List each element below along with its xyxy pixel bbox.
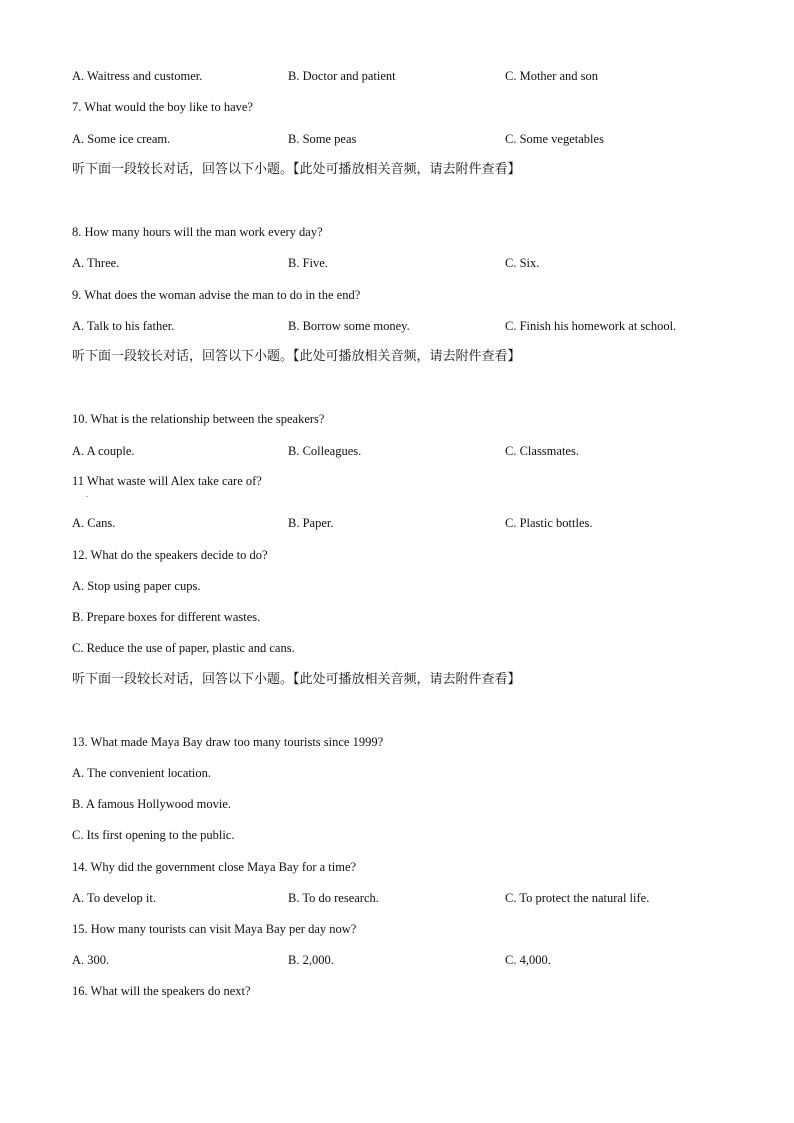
q11-option-c: C. Plastic bottles. <box>505 516 593 530</box>
q6-option-c: C. Mother and son <box>505 69 599 83</box>
q15-option-a: A. 300. <box>72 953 110 967</box>
q10-question: 10. What is the relationship between the speakers? <box>72 412 325 426</box>
q7-option-b: B. Some peas <box>288 132 357 146</box>
q14-question: 14. Why did the government close Maya Bay for a time? <box>72 860 357 874</box>
q14-option-b: B. To do research. <box>288 891 379 905</box>
instruction-3: 听下面一段较长对话，回答以下小题。【此处可播放相关音频，请去附件查看】 <box>72 672 521 687</box>
q9-option-a: A. Talk to his father. <box>72 319 175 333</box>
q14-option-c: C. To protect the natural life. <box>505 891 650 905</box>
q11-option-b: B. Paper. <box>288 516 334 530</box>
q8-option-b: B. Five. <box>288 256 328 270</box>
q14-option-a: A. To develop it. <box>72 891 156 905</box>
q15-question: 15. How many tourists can visit Maya Bay per day now? <box>72 922 357 936</box>
q13-option-b: B. A famous Hollywood movie. <box>72 797 232 811</box>
q13-option-a: A. The convenient location. <box>72 766 211 780</box>
q12-question: 12. What do the speakers decide to do? <box>72 548 268 562</box>
q12-option-a: A. Stop using paper cups. <box>72 579 201 593</box>
q8-option-c: C. Six. <box>505 256 540 270</box>
q12-option-c: C. Reduce the use of paper, plastic and cans. <box>72 641 295 655</box>
q15-option-b: B. 2,000. <box>288 953 334 967</box>
q10-option-a: A. A couple. <box>72 444 135 458</box>
q8-question: 8. How many hours will the man work every day? <box>72 225 323 239</box>
q11-question: 11 What waste will Alex take care of? <box>72 474 262 488</box>
q9-option-b: B. Borrow some money. <box>288 319 410 333</box>
q7-option-c: C. Some vegetables <box>505 132 604 146</box>
q13-option-c: C. Its first opening to the public. <box>72 828 235 842</box>
instruction-2: 听下面一段较长对话，回答以下小题。【此处可播放相关音频，请去附件查看】 <box>72 349 521 364</box>
q12-option-b: B. Prepare boxes for different wastes. <box>72 610 261 624</box>
q10-option-b: B. Colleagues. <box>288 444 362 458</box>
q11-option-a: A. Cans. <box>72 516 116 530</box>
instruction-1: 听下面一段较长对话，回答以下小题。【此处可播放相关音频，请去附件查看】 <box>72 162 521 177</box>
q15-option-c: C. 4,000. <box>505 953 551 967</box>
q7-question: 7. What would the boy like to have? <box>72 100 253 114</box>
q6-option-b: B. Doctor and patient <box>288 69 396 83</box>
q16-question: 16. What will the speakers do next? <box>72 984 251 998</box>
q9-option-c: C. Finish his homework at school. <box>505 319 677 333</box>
q6-option-a: A. Waitress and customer. <box>72 69 203 83</box>
q13-question: 13. What made Maya Bay draw too many tourists since 1999? <box>72 735 384 749</box>
stray-mark: . <box>86 490 88 499</box>
q7-option-a: A. Some ice cream. <box>72 132 171 146</box>
q10-option-c: C. Classmates. <box>505 444 579 458</box>
q8-option-a: A. Three. <box>72 256 120 270</box>
q9-question: 9. What does the woman advise the man to do in the end? <box>72 288 361 302</box>
